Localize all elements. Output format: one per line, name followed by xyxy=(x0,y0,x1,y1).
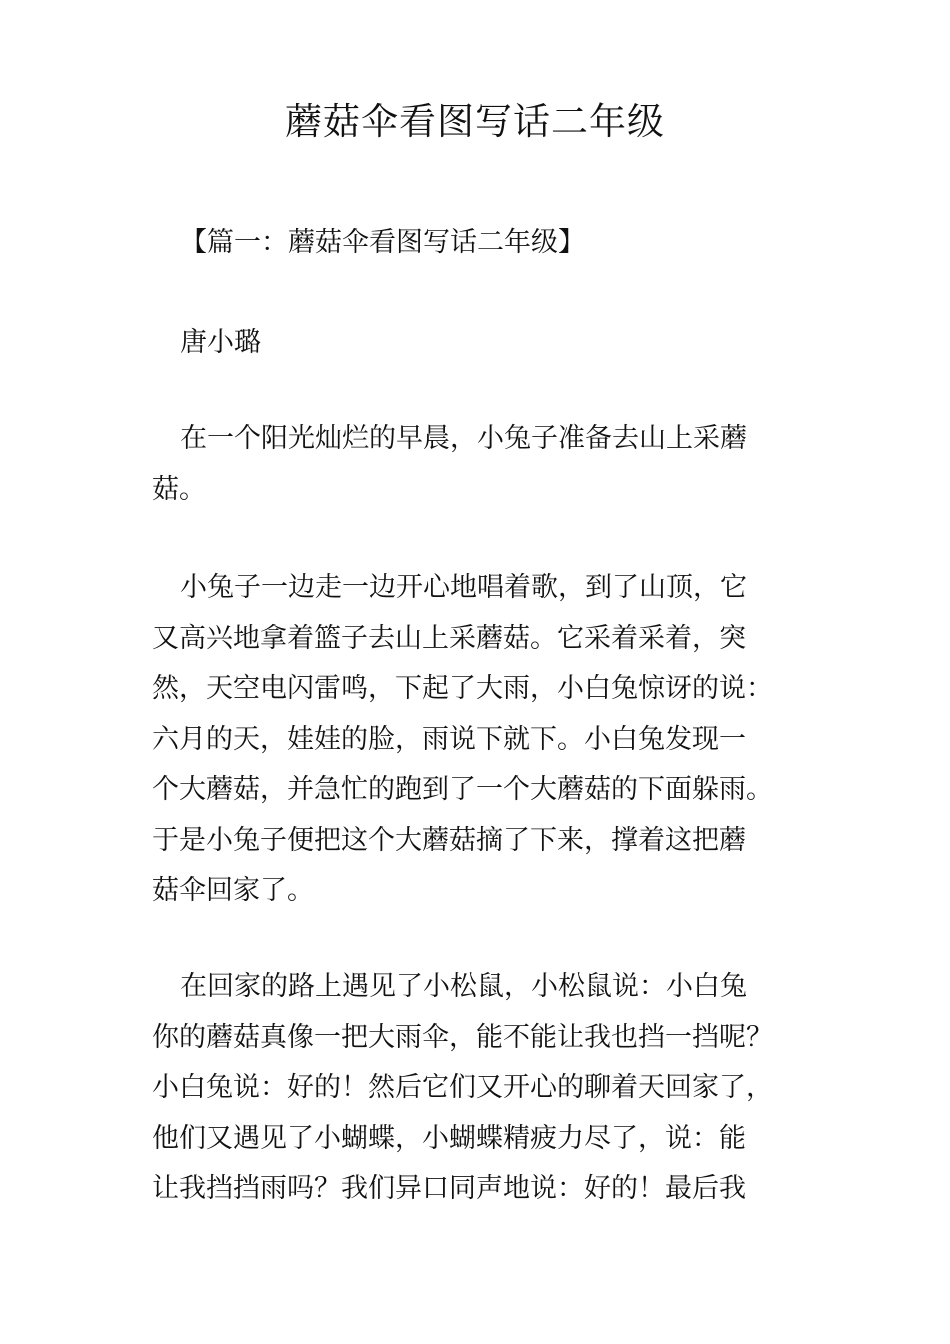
paragraph-2 xyxy=(152,563,812,917)
paragraph-line: 你的蘑菇真像一把大雨伞，能不能让我也挡一挡呢？ xyxy=(152,1021,773,1053)
document-title: 蘑菇伞看图写话二年级 xyxy=(285,100,665,143)
paragraph-line: 六月的天，娃娃的脸，雨说下就下。小白兔发现一 xyxy=(152,723,746,755)
paragraph-3 xyxy=(152,962,812,1215)
section-heading: 【篇一：蘑菇伞看图写话二年级】 xyxy=(180,227,585,258)
paragraph-line: 个大蘑菇，并急忙的跑到了一个大蘑菇的下面躲雨。 xyxy=(152,774,773,805)
paragraph-line: 小白兔说：好的！然后它们又开心的聊着天回家了， xyxy=(152,1072,773,1103)
author-name: 唐小璐 xyxy=(180,327,261,358)
paragraph-line: 菇伞回家了。 xyxy=(152,875,314,906)
paragraph-line: 又高兴地拿着篮子去山上采蘑菇。它采着采着，突 xyxy=(152,622,746,654)
paragraph-line: 于是小兔子便把这个大蘑菇摘了下来，撑着这把蘑 xyxy=(152,824,746,856)
paragraph-line: 让我挡挡雨吗？我们异口同声地说：好的！最后我 xyxy=(152,1173,746,1204)
paragraph-1 xyxy=(152,414,812,515)
paragraph-line: 在一个阳光灿烂的早晨，小兔子准备去山上采蘑 xyxy=(180,423,747,454)
paragraph-line: 然，天空电闪雷鸣，下起了大雨，小白兔惊讶的说： xyxy=(152,673,773,704)
paragraph-line: 小兔子一边走一边开心地唱着歌，到了山顶，它 xyxy=(180,572,747,603)
paragraph-line: 菇。 xyxy=(152,473,206,505)
paragraph-line: 他们又遇见了小蝴蝶，小蝴蝶精疲力尽了，说：能 xyxy=(152,1122,746,1154)
paragraph-line: 在回家的路上遇见了小松鼠，小松鼠说：小白兔 xyxy=(180,971,747,1002)
